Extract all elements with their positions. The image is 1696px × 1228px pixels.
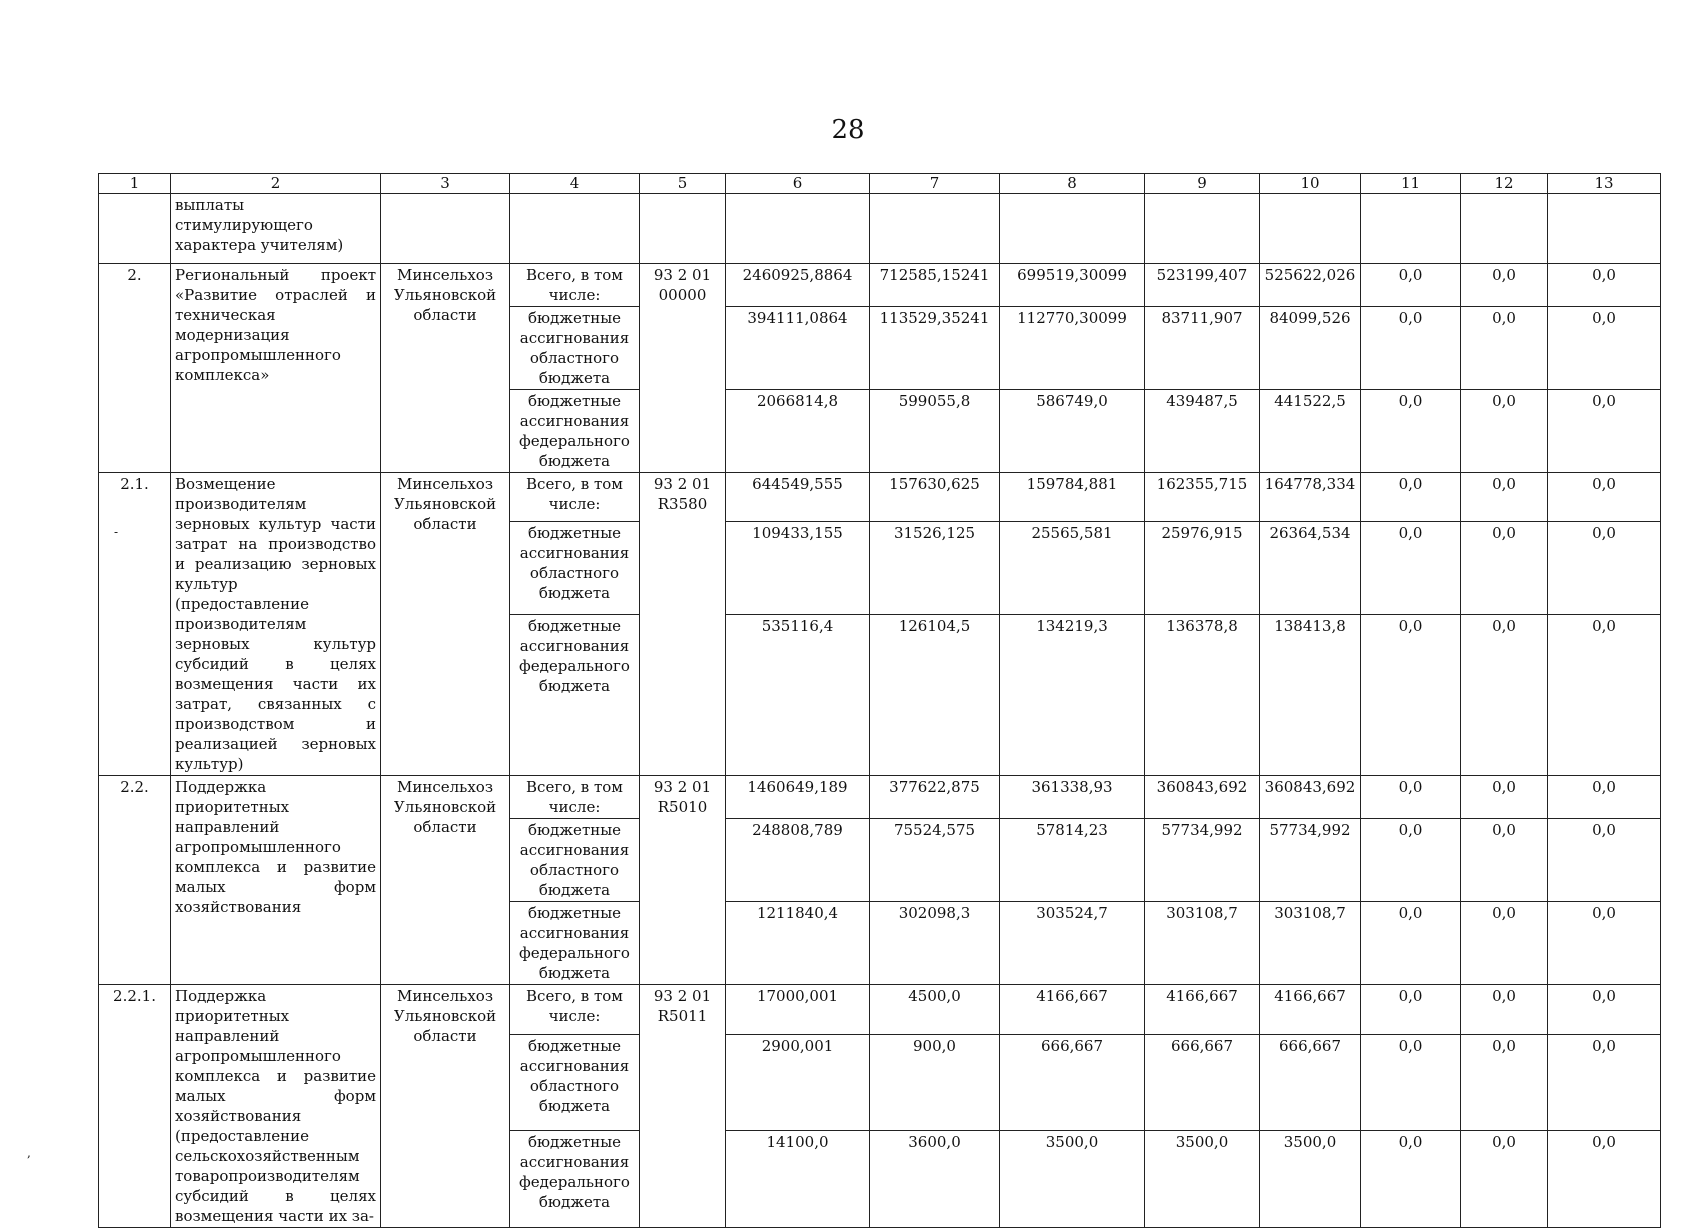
funding-source: бюджетные ассигнования федерального бюджета: [510, 902, 640, 985]
amount-cell: 3500,0: [1000, 1131, 1145, 1228]
column-number: 13: [1548, 174, 1661, 194]
amount-cell: 3600,0: [870, 1131, 1000, 1228]
funding-source: бюджетные ассигнования федерального бюджета: [510, 1131, 640, 1228]
responsible-executor: Минсельхоз Ульяновской области: [381, 264, 510, 473]
amount-cell: 31526,125: [870, 521, 1000, 615]
amount-cell: 0,0: [1548, 902, 1661, 985]
row-number: 2.2.1.: [99, 985, 171, 1228]
amount-cell: 4166,667: [1260, 985, 1361, 1035]
budget-code: 93 2 01 R5011: [640, 985, 726, 1228]
amount-cell: 523199,407: [1145, 264, 1260, 307]
empty-cell: [381, 194, 510, 264]
amount-cell: 4500,0: [870, 985, 1000, 1035]
amount-cell: 2066814,8: [726, 390, 870, 473]
empty-cell: [640, 194, 726, 264]
amount-cell: 157630,625: [870, 473, 1000, 522]
amount-cell: 0,0: [1361, 615, 1461, 776]
amount-cell: 303108,7: [1260, 902, 1361, 985]
table-row: [99, 776, 1661, 819]
budget-code: 93 2 01 R5010: [640, 776, 726, 985]
amount-cell: 644549,555: [726, 473, 870, 522]
amount-cell: 0,0: [1361, 390, 1461, 473]
amount-cell: 1211840,4: [726, 902, 870, 985]
amount-cell: 26364,534: [1260, 521, 1361, 615]
stray-mark: -: [114, 525, 119, 539]
empty-cell: [510, 194, 640, 264]
amount-cell: 666,667: [1260, 1034, 1361, 1131]
amount-cell: 159784,881: [1000, 473, 1145, 522]
column-number: 9: [1145, 174, 1260, 194]
continuation-text: выплаты стимулирующего характера учителям): [171, 194, 381, 264]
row-number: 2.2.: [99, 776, 171, 985]
empty-cell: [870, 194, 1000, 264]
amount-cell: 360843,692: [1145, 776, 1260, 819]
event-name: Возмещение производителям зерновых культур части затрат на производство и реализацию зерновых культур (предоставление производителям зерновых культур субсидий в целях возмещения части их затрат, связанных с производством и реализацией зерновых культур): [171, 473, 381, 776]
amount-cell: 525622,026: [1260, 264, 1361, 307]
amount-cell: 4166,667: [1000, 985, 1145, 1035]
column-number: 6: [726, 174, 870, 194]
amount-cell: 3500,0: [1145, 1131, 1260, 1228]
amount-cell: 14100,0: [726, 1131, 870, 1228]
empty-cell: [1145, 194, 1260, 264]
row-number: 2.: [99, 264, 171, 473]
row-number: 2.1.: [99, 473, 171, 776]
amount-cell: 666,667: [1000, 1034, 1145, 1131]
column-number: 7: [870, 174, 1000, 194]
amount-cell: 666,667: [1145, 1034, 1260, 1131]
amount-cell: 0,0: [1461, 1034, 1548, 1131]
amount-cell: 0,0: [1361, 473, 1461, 522]
amount-cell: 394111,0864: [726, 307, 870, 390]
amount-cell: 0,0: [1461, 390, 1548, 473]
amount-cell: 138413,8: [1260, 615, 1361, 776]
amount-cell: 0,0: [1548, 307, 1661, 390]
amount-cell: 134219,3: [1000, 615, 1145, 776]
empty-cell: [99, 194, 171, 264]
budget-table: [98, 173, 1661, 1228]
funding-source: бюджетные ассигнования областного бюджета: [510, 1034, 640, 1131]
amount-cell: 0,0: [1361, 521, 1461, 615]
funding-source: Всего, в том числе:: [510, 473, 640, 522]
amount-cell: 586749,0: [1000, 390, 1145, 473]
amount-cell: 699519,30099: [1000, 264, 1145, 307]
amount-cell: 83711,907: [1145, 307, 1260, 390]
amount-cell: 0,0: [1361, 819, 1461, 902]
amount-cell: 17000,001: [726, 985, 870, 1035]
amount-cell: 0,0: [1361, 307, 1461, 390]
amount-cell: 360843,692: [1260, 776, 1361, 819]
amount-cell: 0,0: [1461, 902, 1548, 985]
column-number-row: [99, 174, 1661, 194]
amount-cell: 57734,992: [1260, 819, 1361, 902]
amount-cell: 84099,526: [1260, 307, 1361, 390]
amount-cell: 2900,001: [726, 1034, 870, 1131]
empty-cell: [1000, 194, 1145, 264]
column-number: 4: [510, 174, 640, 194]
empty-cell: [1361, 194, 1461, 264]
amount-cell: 377622,875: [870, 776, 1000, 819]
amount-cell: 57734,992: [1145, 819, 1260, 902]
amount-cell: 4166,667: [1145, 985, 1260, 1035]
amount-cell: 0,0: [1461, 307, 1548, 390]
amount-cell: 441522,5: [1260, 390, 1361, 473]
stray-mark: ,: [27, 1146, 31, 1160]
amount-cell: 0,0: [1548, 264, 1661, 307]
amount-cell: 361338,93: [1000, 776, 1145, 819]
amount-cell: 248808,789: [726, 819, 870, 902]
amount-cell: 136378,8: [1145, 615, 1260, 776]
funding-source: бюджетные ассигнования областного бюджета: [510, 521, 640, 615]
column-number: 3: [381, 174, 510, 194]
budget-code: 93 2 01 R3580: [640, 473, 726, 776]
amount-cell: 113529,35241: [870, 307, 1000, 390]
budget-code: 93 2 01 00000: [640, 264, 726, 473]
amount-cell: 0,0: [1461, 521, 1548, 615]
continuation-row: [99, 194, 1661, 264]
event-name: Региональный проект «Развитие отраслей и техническая модернизация агропромышленного комплекса»: [171, 264, 381, 473]
amount-cell: 0,0: [1361, 1034, 1461, 1131]
funding-source: бюджетные ассигнования областного бюджета: [510, 307, 640, 390]
amount-cell: 0,0: [1548, 390, 1661, 473]
amount-cell: 75524,575: [870, 819, 1000, 902]
amount-cell: 0,0: [1548, 1034, 1661, 1131]
responsible-executor: Минсельхоз Ульяновской области: [381, 985, 510, 1228]
funding-source: Всего, в том числе:: [510, 264, 640, 307]
funding-source: Всего, в том числе:: [510, 985, 640, 1035]
amount-cell: 712585,15241: [870, 264, 1000, 307]
amount-cell: 0,0: [1361, 1131, 1461, 1228]
funding-source: бюджетные ассигнования областного бюджета: [510, 819, 640, 902]
funding-source: Всего, в том числе:: [510, 776, 640, 819]
column-number: 11: [1361, 174, 1461, 194]
amount-cell: 0,0: [1461, 776, 1548, 819]
amount-cell: 0,0: [1361, 776, 1461, 819]
amount-cell: 0,0: [1548, 615, 1661, 776]
amount-cell: 0,0: [1361, 902, 1461, 985]
amount-cell: 0,0: [1548, 1131, 1661, 1228]
empty-cell: [1260, 194, 1361, 264]
empty-cell: [1461, 194, 1548, 264]
amount-cell: 303108,7: [1145, 902, 1260, 985]
amount-cell: 0,0: [1548, 473, 1661, 522]
empty-cell: [1548, 194, 1661, 264]
amount-cell: 439487,5: [1145, 390, 1260, 473]
amount-cell: 0,0: [1461, 264, 1548, 307]
funding-source: бюджетные ассигнования федерального бюджета: [510, 615, 640, 776]
empty-cell: [726, 194, 870, 264]
event-name: Поддержка приоритетных направлений агропромышленного комплекса и развитие малых форм хозяйствования (предоставление сельскохозяйственным товаропроизводителям субсидий в целях возмещения части их за-: [171, 985, 381, 1228]
event-name: Поддержка приоритетных направлений агропромышленного комплекса и развитие малых форм хозяйствования: [171, 776, 381, 985]
column-number: 12: [1461, 174, 1548, 194]
column-number: 1: [99, 174, 171, 194]
table-row: [99, 264, 1661, 307]
amount-cell: 0,0: [1548, 521, 1661, 615]
responsible-executor: Минсельхоз Ульяновской области: [381, 776, 510, 985]
amount-cell: 0,0: [1361, 985, 1461, 1035]
amount-cell: 2460925,8864: [726, 264, 870, 307]
amount-cell: 0,0: [1548, 985, 1661, 1035]
funding-source: бюджетные ассигнования федерального бюджета: [510, 390, 640, 473]
amount-cell: 303524,7: [1000, 902, 1145, 985]
table-row: [99, 985, 1661, 1035]
amount-cell: 0,0: [1461, 819, 1548, 902]
column-number: 8: [1000, 174, 1145, 194]
amount-cell: 1460649,189: [726, 776, 870, 819]
amount-cell: 3500,0: [1260, 1131, 1361, 1228]
amount-cell: 162355,715: [1145, 473, 1260, 522]
responsible-executor: Минсельхоз Ульяновской области: [381, 473, 510, 776]
amount-cell: 535116,4: [726, 615, 870, 776]
amount-cell: 599055,8: [870, 390, 1000, 473]
column-number: 5: [640, 174, 726, 194]
amount-cell: 25976,915: [1145, 521, 1260, 615]
amount-cell: 0,0: [1461, 615, 1548, 776]
amount-cell: 112770,30099: [1000, 307, 1145, 390]
amount-cell: 0,0: [1361, 264, 1461, 307]
amount-cell: 0,0: [1548, 776, 1661, 819]
amount-cell: 164778,334: [1260, 473, 1361, 522]
amount-cell: 57814,23: [1000, 819, 1145, 902]
column-number: 10: [1260, 174, 1361, 194]
amount-cell: 0,0: [1461, 1131, 1548, 1228]
amount-cell: 126104,5: [870, 615, 1000, 776]
amount-cell: 0,0: [1461, 985, 1548, 1035]
amount-cell: 109433,155: [726, 521, 870, 615]
amount-cell: 25565,581: [1000, 521, 1145, 615]
table-row: [99, 473, 1661, 522]
amount-cell: 302098,3: [870, 902, 1000, 985]
column-number: 2: [171, 174, 381, 194]
page-number: 28: [831, 115, 865, 145]
amount-cell: 0,0: [1461, 473, 1548, 522]
amount-cell: 900,0: [870, 1034, 1000, 1131]
amount-cell: 0,0: [1548, 819, 1661, 902]
